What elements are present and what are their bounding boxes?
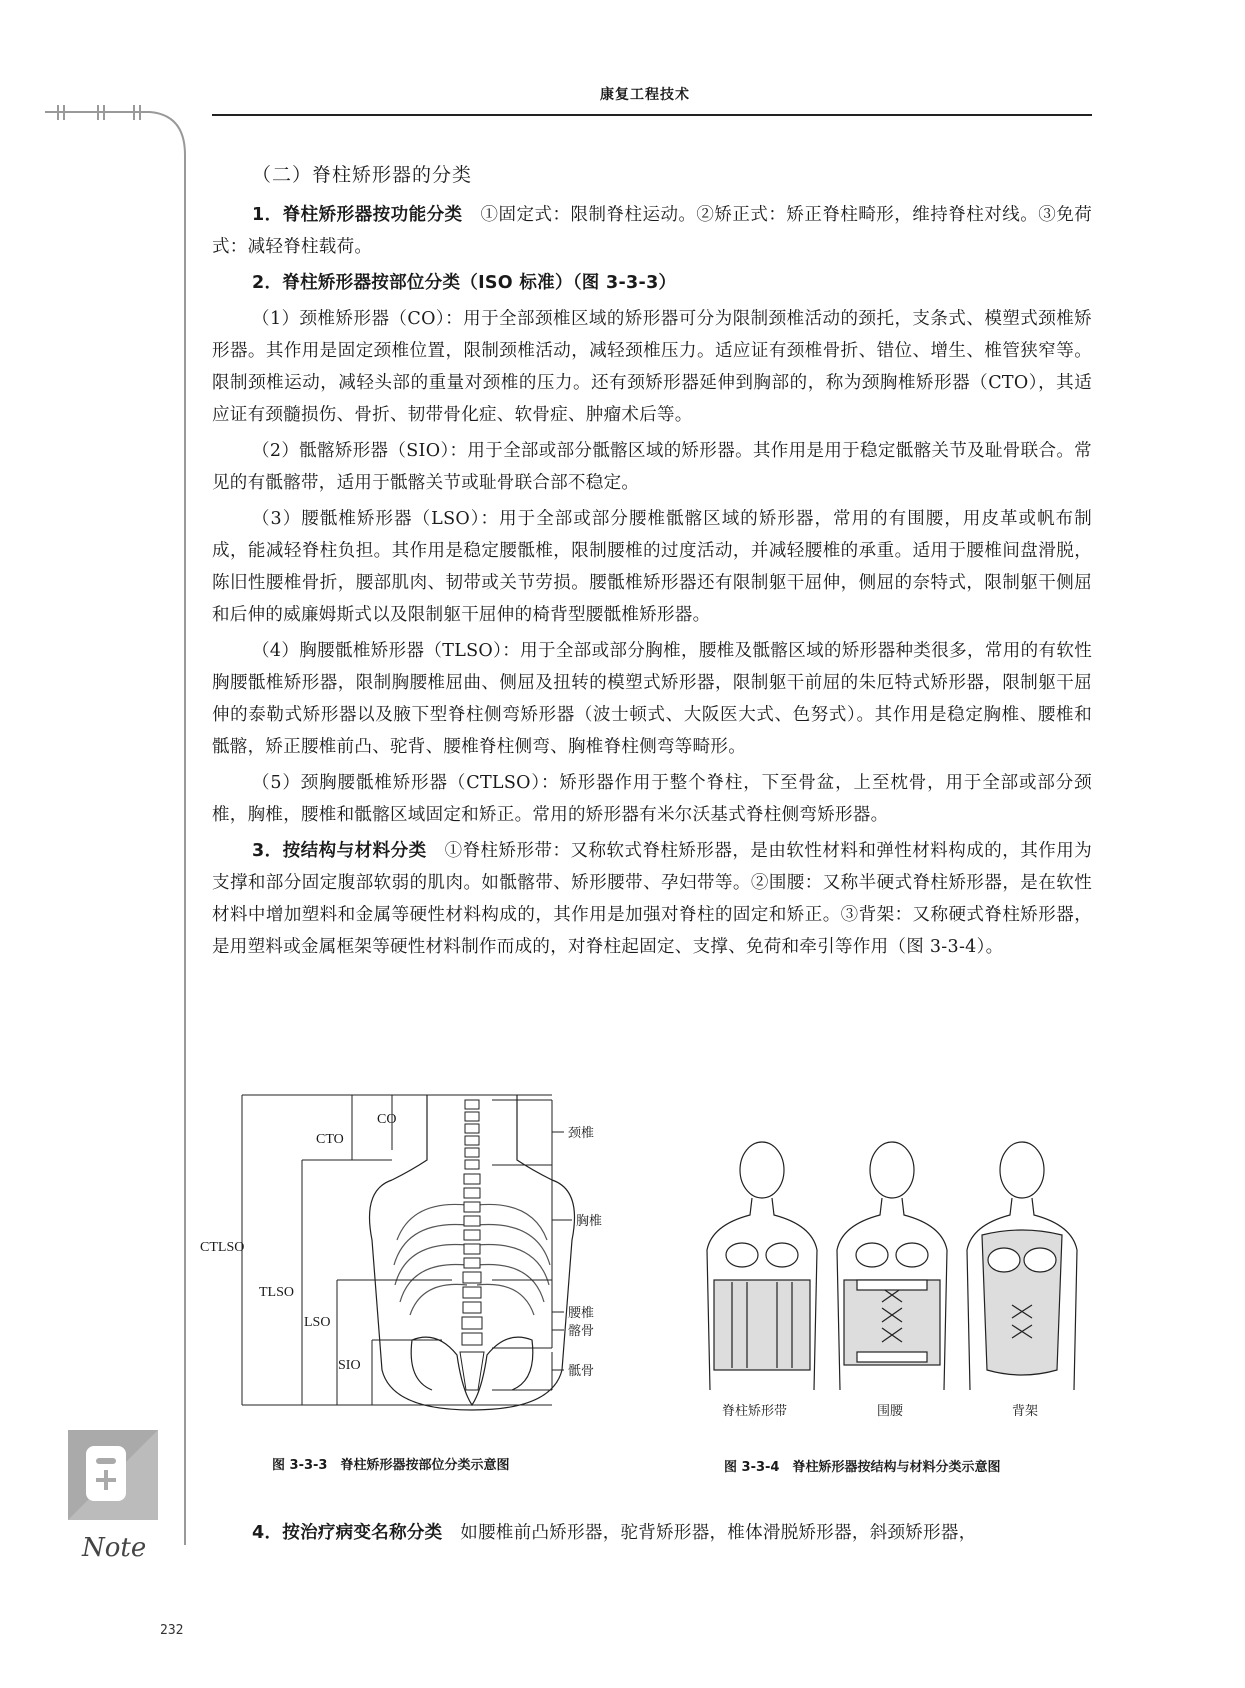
label-sacrum: 骶骨 [568,1364,595,1379]
label-ilium: 髂骨 [568,1324,595,1339]
paragraph-text: 如腰椎前凸矫形器，驼背矫形器，椎体滑脱矫形器，斜颈矫形器， [460,1523,977,1543]
note-box-icon [68,1430,158,1520]
label-brace-rigid: 背架 [1012,1404,1039,1419]
paragraph-ctlso: （5）颈胸腰骶椎矫形器（CTLSO）：矫形器作用于整个脊柱，下至骨盆，上至枕骨，用于全部或部分颈椎，胸椎，腰椎和骶髂区域固定和矫正。常用的矫形器有米尔沃基式脊柱侧弯矫形器。 [212,773,1092,825]
paragraph-sio: （2）骶髂矫形器（SIO）：用于全部或部分骶髂区域的矫形器。其作用是用于稳定骶髂关节及耻骨联合。常见的有骶髂带，适用于骶髂关节或耻骨联合部不稳定。 [212,441,1092,493]
figure-caption-3-3-3: 图 3-3-3 脊柱矫形器按部位分类示意图 [272,1458,510,1473]
paragraph-co: （1）颈椎矫形器（CO）：用于全部颈椎区域的矫形器可分为限制颈椎活动的颈托，支条式、模塑式颈椎矫形器。其作用是固定颈椎位置，限制颈椎活动，减轻颈椎压力。适应证有颈椎骨折、错位、增生、椎管狭窄等。限制颈椎运动，减轻头部的重量对颈椎的压力。还有颈矫形器延伸到胸部的，称为颈胸椎矫形器（CTO），其适应证有颈髓损伤、骨折、韧带骨化症、软骨症、肿瘤术后等。 [212,309,1092,425]
label-cto: CTO [316,1132,344,1147]
paragraph-heading: 2．脊柱矫形器按部位分类（ISO 标准）（图 3-3-3） [252,273,677,293]
label-lumbar: 腰椎 [568,1306,595,1321]
paragraph-text: ①固定式：限制脊柱运动。②矫正式：矫正脊柱畸形，维持脊柱对线。③免荷式：减轻脊柱载荷。 [212,205,1092,257]
paragraph-function [212,199,1092,263]
paragraph-lso: （3）腰骶椎矫形器（LSO）：用于全部或部分腰椎骶髂区域的矫形器，常用的有围腰，用皮革或帆布制成，能减轻脊柱负担。其作用是稳定腰骶椎，限制腰椎的过度活动，并减轻腰椎的承重。适用于腰椎间盘滑脱，陈旧性腰椎骨折，腰部肌肉、韧带或关节劳损。腰骶椎矫形器还有限制躯干屈伸，侧屈的奈特式，限制躯干侧屈和后伸的威廉姆斯式以及限制躯干屈伸的椅背型腰骶椎矫形器。 [212,509,1092,625]
running-header: 康复工程技术 [600,87,690,103]
margin-decoration [0,95,200,1545]
figure-caption-3-3-4: 图 3-3-4 脊柱矫形器按结构与材料分类示意图 [724,1460,1001,1475]
label-brace-corset: 围腰 [877,1404,904,1419]
figures-area [200,1090,1092,1500]
paragraph-text: ①脊柱矫形带：又称软式脊柱矫形器，是由软性材料和弹性材料构成的，其作用为支撑和部分固定腹部软弱的肌肉。如骶髂带、矫形腰带、孕妇带等。②围腰：又称半硬式脊柱矫形器，是在软性材料中增加塑料和金属等硬性材料构成的，其作用是加强对脊柱的固定和矫正。③背架：又称硬式脊柱矫形器，是用塑料或金属框架等硬性材料制作而成的，对脊柱起固定、支撑、免荷和牵引等作用（图 3-3-4）。 [212,841,1092,957]
label-ctlso: CTLSO [200,1240,245,1255]
label-thoracic: 胸椎 [576,1214,603,1229]
paragraph-heading: 4．按治疗病变名称分类 [252,1523,443,1543]
note-label: Note [82,1533,147,1563]
paragraph-heading: 1．脊柱矫形器按功能分类 [252,205,463,225]
main-content [212,160,1092,967]
bottom-paragraph [212,1517,1092,1549]
label-cervical: 颈椎 [568,1126,595,1141]
label-co: CO [377,1112,397,1127]
header-rule [212,114,1092,116]
paragraph-location-head [212,267,1092,299]
label-tlso: TLSO [259,1285,294,1300]
brace-illustrations [692,1130,1092,1400]
label-brace-belt: 脊柱矫形带 [722,1404,788,1419]
label-lso: LSO [304,1315,331,1330]
paragraph-tlso: （4）胸腰骶椎矫形器（TLSO）：用于全部或部分胸椎，腰椎及骶髂区域的矫形器种类很多，常用的有软性胸腰骶椎矫形器，限制胸腰椎屈曲、侧屈及扭转的模塑式矫形器，限制躯干前屈的朱厄特式矫形器，限制躯干屈伸的泰勒式矫形器以及腋下型脊柱侧弯矫形器（波士顿式、大阪医大式、色努式）。其作用是稳定胸椎、腰椎和骶髂，矫正腰椎前凸、驼背、腰椎脊柱侧弯、胸椎脊柱侧弯等畸形。 [212,641,1092,757]
page-number: 232 [160,1623,184,1638]
paragraph-material [212,835,1092,963]
paragraph-heading: 3．按结构与材料分类 [252,841,427,861]
label-sio: SIO [338,1358,361,1373]
spine-diagram [212,1090,652,1450]
section-title: （二）脊柱矫形器的分类 [252,164,473,186]
